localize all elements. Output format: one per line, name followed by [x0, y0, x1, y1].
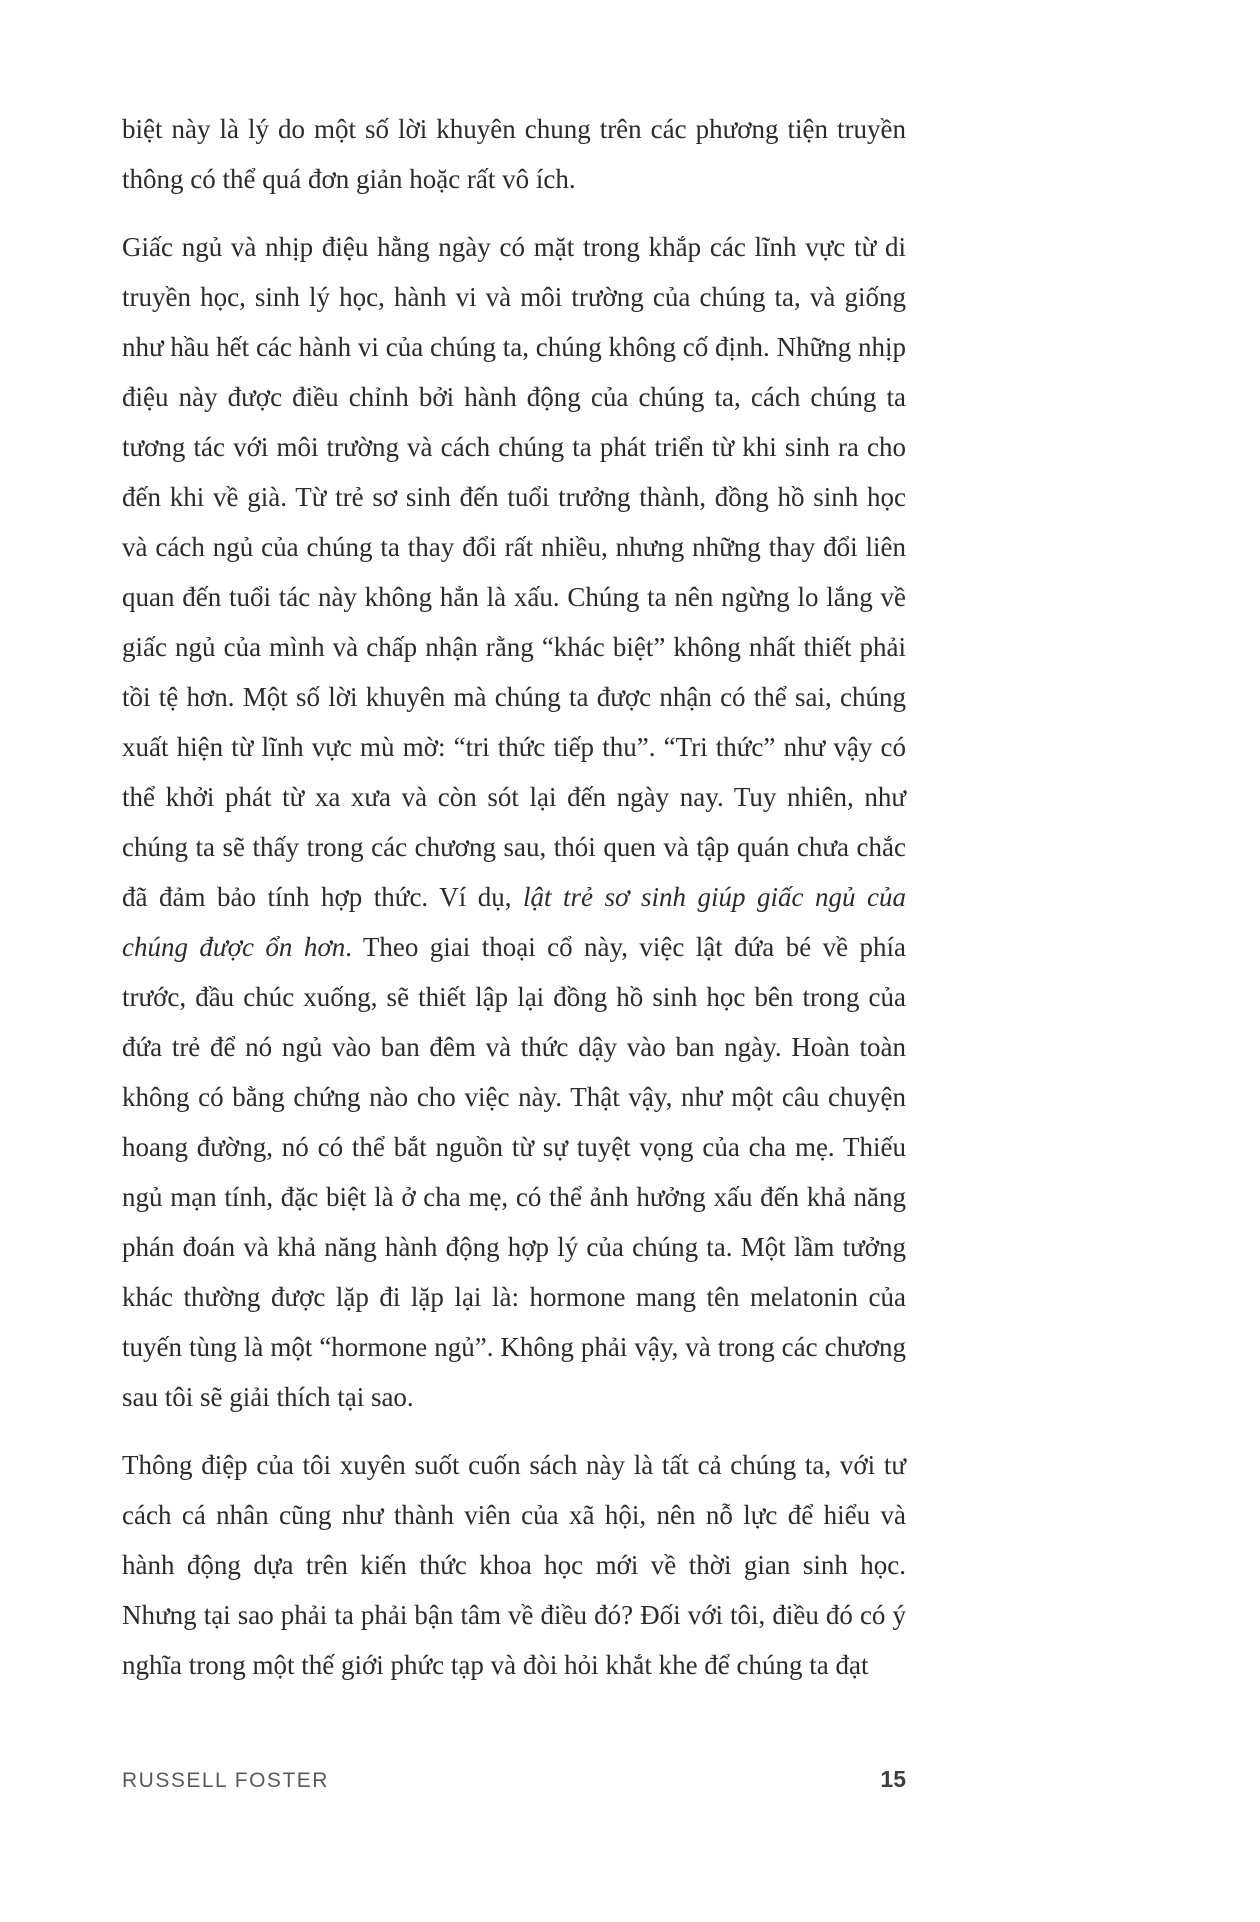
italic-text-segment: lật trẻ sơ sinh giúp giấc ngủ của chúng được ổn hơn	[122, 882, 906, 962]
page-body-text	[122, 104, 906, 1690]
text-segment: . Theo giai thoại cổ này, việc lật đứa bé về phía trước, đầu chúc xuống, sẽ thiết lập lại đồng hồ sinh học bên trong của đứa trẻ để nó ngủ vào ban đêm và thức dậy vào ban ngày. Hoàn toàn không có bằng chứng nào cho việc này. Thật vậy, như một câu chuyện hoang đường, nó có thể bắt nguồn từ sự tuyệt vọng của cha mẹ. Thiếu ngủ mạn tính, đặc biệt là ở cha mẹ, có thể ảnh hưởng xấu đến khả năng phán đoán và khả năng hành động hợp lý của chúng ta. Một lầm tưởng khác thường được lặp đi lặp lại là: hormone mang tên melatonin của tuyến tùng là một “hormone ngủ”. Không phải vậy, và trong các chương sau tôi sẽ giải thích tại sao.	[122, 932, 906, 1412]
paragraph	[122, 104, 906, 204]
text-segment: biệt này là lý do một số lời khuyên chung trên các phương tiện truyền thông có thể quá đơn giản hoặc rất vô ích.	[122, 114, 906, 194]
footer-page-number: 15	[880, 1766, 906, 1792]
footer-author-label: RUSSELL FOSTER	[122, 1769, 329, 1792]
text-segment: Thông điệp của tôi xuyên suốt cuốn sách này là tất cả chúng ta, với tư cách cá nhân cũng như thành viên của xã hội, nên nỗ lực để hiểu và hành động dựa trên kiến thức khoa học mới về thời gian sinh học. Nhưng tại sao phải ta phải bận tâm về điều đó? Đối với tôi, điều đó có ý nghĩa trong một thế giới phức tạp và đòi hỏi khắt khe để chúng ta đạt	[122, 1450, 906, 1680]
paragraph	[122, 1440, 906, 1690]
paragraph	[122, 222, 906, 1422]
text-segment: Giấc ngủ và nhịp điệu hằng ngày có mặt trong khắp các lĩnh vực từ di truyền học, sinh lý học, hành vi và môi trường của chúng ta, và giống như hầu hết các hành vi của chúng ta, chúng không cố định. Những nhịp điệu này được điều chỉnh bởi hành động của chúng ta, cách chúng ta tương tác với môi trường và cách chúng ta phát triển từ khi sinh ra cho đến khi về già. Từ trẻ sơ sinh đến tuổi trưởng thành, đồng hồ sinh học và cách ngủ của chúng ta thay đổi rất nhiều, nhưng những thay đổi liên quan đến tuổi tác này không hẳn là xấu. Chúng ta nên ngừng lo lắng về giấc ngủ của mình và chấp nhận rằng “khác biệt” không nhất thiết phải tồi tệ hơn. Một số lời khuyên mà chúng ta được nhận có thể sai, chúng xuất hiện từ lĩnh vực mù mờ: “tri thức tiếp thu”. “Tri thức” như vậy có thể khởi phát từ xa xưa và còn sót lại đến ngày nay. Tuy nhiên, như chúng ta sẽ thấy trong các chương sau, thói quen và tập quán chưa chắc đã đảm bảo tính hợp thức. Ví dụ,	[122, 232, 906, 912]
page-footer	[122, 1766, 906, 1793]
